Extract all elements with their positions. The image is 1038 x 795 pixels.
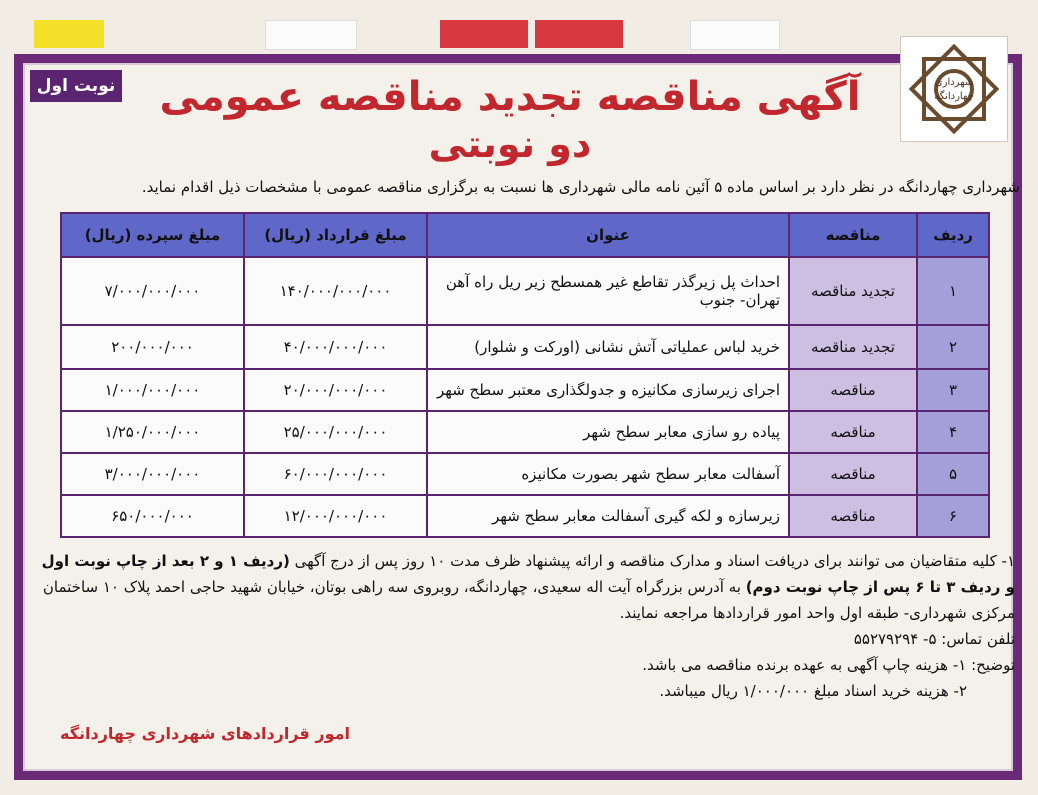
table-row bbox=[61, 369, 989, 411]
notes-section bbox=[40, 548, 1015, 704]
tender-type: مناقصه bbox=[789, 411, 917, 453]
color-tab-white bbox=[690, 20, 780, 50]
footer-signature: امور قراردادهای شهرداری چهاردانگه bbox=[60, 724, 350, 743]
description-line-1: توضیح: ۱- هزینه چاپ آگهی به عهده برنده مناقصه می باشد. bbox=[642, 656, 1015, 674]
tender-title: آسفالت معابر سطح شهر بصورت مکانیزه bbox=[427, 453, 789, 495]
intro-text: شهرداری چهاردانگه در نظر دارد بر اساس ماده ۵ آئین نامه مالی شهرداری ها نسبت به برگزاری مناقصه عمومی با مشخصات ذیل اقدام نماید. bbox=[141, 178, 1020, 196]
header-contract-amount: مبلغ قرارداد (ریال) bbox=[244, 213, 427, 257]
tender-title: اجرای زیرسازی مکانیزه و جدولگذاری معتبر سطح شهر bbox=[427, 369, 789, 411]
instructions-text-b: به آدرس بزرگراه آیت اله سعیدی، چهاردانگه، روبروی سه راهی بوتان، خیابان شهید حاجی احمد پلاک ۱۰ ساختمان مرکزی شهرداری- طبقه اول واحد امور قراردادها مراجعه نمایند. bbox=[42, 578, 1015, 622]
round-badge: نوبت اول bbox=[30, 70, 122, 102]
row-number: ۲ bbox=[917, 325, 989, 369]
ad-title: آگهی مناقصه تجدید مناقصه عمومی bbox=[159, 74, 861, 120]
contract-amount: ۲۵/۰۰۰/۰۰۰/۰۰۰ bbox=[244, 411, 427, 453]
table-row bbox=[61, 325, 989, 369]
color-tab-red bbox=[440, 20, 528, 48]
tender-type: مناقصه bbox=[789, 369, 917, 411]
row-number: ۴ bbox=[917, 411, 989, 453]
instructions-paragraph bbox=[40, 548, 1015, 626]
municipality-logo bbox=[900, 36, 1008, 142]
deposit-amount: ۷/۰۰۰/۰۰۰/۰۰۰ bbox=[61, 257, 244, 325]
tender-title: احداث پل زیرگذر تقاطع غیر همسطح زیر ریل راه آهن تهران- جنوب bbox=[427, 257, 789, 325]
contract-amount: ۱۴۰/۰۰۰/۰۰۰/۰۰۰ bbox=[244, 257, 427, 325]
tender-type: تجدید مناقصه bbox=[789, 325, 917, 369]
deposit-amount: ۳/۰۰۰/۰۰۰/۰۰۰ bbox=[61, 453, 244, 495]
phone-line: تلفن تماس: ۵- ۵۵۲۷۹۲۹۴ bbox=[853, 630, 1015, 648]
table-row bbox=[61, 257, 989, 325]
color-tabs bbox=[0, 20, 1038, 50]
tender-title: زیرسازه و لکه گیری آسفالت معابر سطح شهر bbox=[427, 495, 789, 537]
tender-type: تجدید مناقصه bbox=[789, 257, 917, 325]
tender-type: مناقصه bbox=[789, 495, 917, 537]
contract-amount: ۱۲/۰۰۰/۰۰۰/۰۰۰ bbox=[244, 495, 427, 537]
color-tab-yellow bbox=[34, 20, 104, 48]
instructions-emphasis: (ردیف ۱ و ۲ بعد از چاپ نوبت اول و ردیف ۳ تا ۶ پس از چاپ نوبت دوم) bbox=[41, 552, 1015, 596]
description-line-2: ۲- هزینه خرید اسناد مبلغ ۱/۰۰۰/۰۰۰ ریال میباشد. bbox=[659, 682, 967, 700]
header-row-number: ردیف bbox=[917, 213, 989, 257]
color-tab-red bbox=[535, 20, 623, 48]
ad-subtitle: دو نوبتی bbox=[428, 122, 592, 166]
header-title: عنوان bbox=[427, 213, 789, 257]
table-row bbox=[61, 495, 989, 537]
header-tender-type: مناقصه bbox=[789, 213, 917, 257]
contract-amount: ۲۰/۰۰۰/۰۰۰/۰۰۰ bbox=[244, 369, 427, 411]
deposit-amount: ۶۵۰/۰۰۰/۰۰۰ bbox=[61, 495, 244, 537]
logo-text-line1: شهرداری bbox=[934, 77, 974, 88]
contract-amount: ۴۰/۰۰۰/۰۰۰/۰۰۰ bbox=[244, 325, 427, 369]
row-number: ۶ bbox=[917, 495, 989, 537]
tender-type: مناقصه bbox=[789, 453, 917, 495]
table-row bbox=[61, 453, 989, 495]
deposit-amount: ۲۰۰/۰۰۰/۰۰۰ bbox=[61, 325, 244, 369]
tender-title: پیاده رو سازی معابر سطح شهر bbox=[427, 411, 789, 453]
tender-title: خرید لباس عملیاتی آتش نشانی (اورکت و شلوار) bbox=[427, 325, 789, 369]
row-number: ۳ bbox=[917, 369, 989, 411]
instructions-text-a: ۱- کلیه متقاضیان می توانند برای دریافت اسناد و مدارک مناقصه و ارائه پیشنهاد ظرف مدت ۱۰ روز پس از درج آگهی bbox=[294, 552, 1015, 570]
municipality-logo-icon bbox=[901, 37, 1007, 141]
color-tab-white bbox=[265, 20, 357, 50]
contract-amount: ۶۰/۰۰۰/۰۰۰/۰۰۰ bbox=[244, 453, 427, 495]
table-header-row bbox=[61, 213, 989, 257]
deposit-amount: ۱/۲۵۰/۰۰۰/۰۰۰ bbox=[61, 411, 244, 453]
logo-text-line2: چهاردانگه bbox=[934, 91, 974, 102]
row-number: ۱ bbox=[917, 257, 989, 325]
row-number: ۵ bbox=[917, 453, 989, 495]
header-deposit-amount: مبلغ سپرده (ریال) bbox=[61, 213, 244, 257]
table-row bbox=[61, 411, 989, 453]
deposit-amount: ۱/۰۰۰/۰۰۰/۰۰۰ bbox=[61, 369, 244, 411]
tenders-table bbox=[60, 212, 990, 538]
